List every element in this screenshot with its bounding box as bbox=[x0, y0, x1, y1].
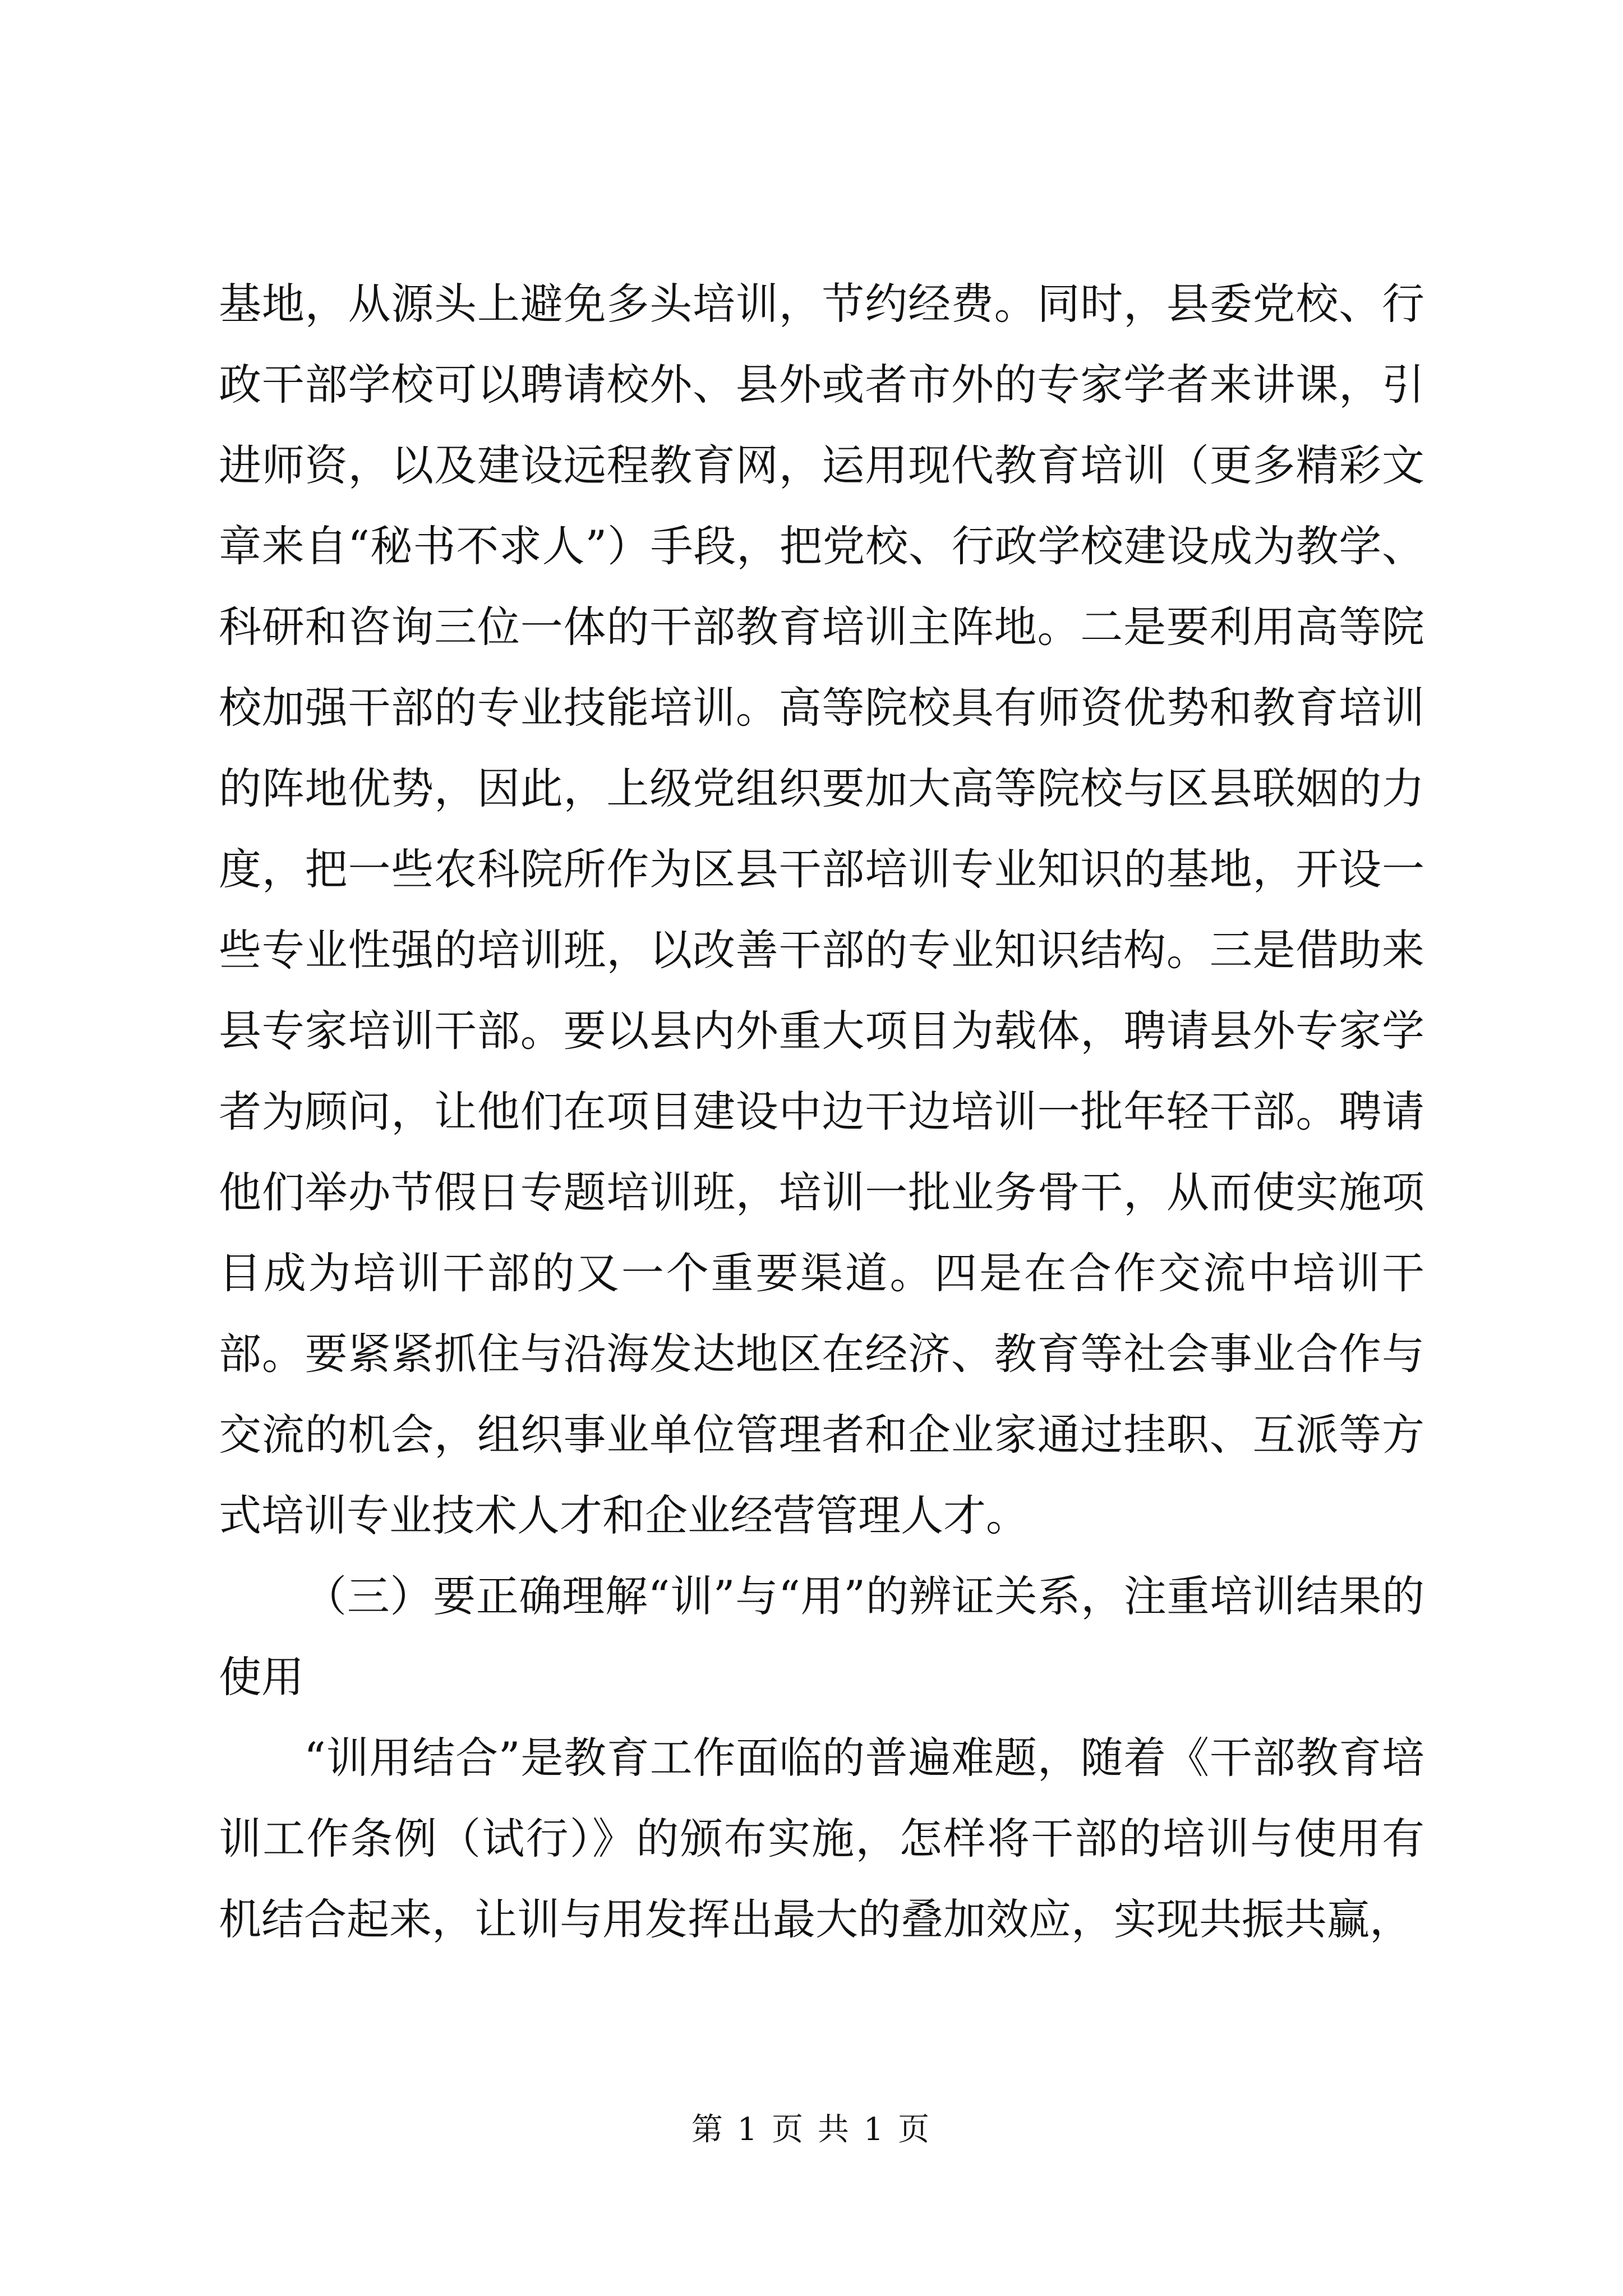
section-heading: （三）要正确理解“训”与“用”的辨证关系，注重培训结果的使用 bbox=[219, 1571, 1424, 1702]
page-footer: 第 1 页 共 1 页 bbox=[691, 2111, 932, 2148]
document-body bbox=[219, 264, 1424, 1960]
paragraph-1: 基地，从源头上避免多头培训，节约经费。同时，县委党校、行政干部学校可以聘请校外、县外或者市外的专家学者来讲课，引进师资，以及建设远程教育网，运用现代教育培训（更多精彩文章来自“秘书不求人”）手段，把党校、行政学校建设成为教学、科研和咨询三位一体的干部教育培训主阵地。二是要利用高等院校加强干部的专业技能培训。高等院校具有师资优势和教育培训的阵地优势，因此，上级党组织要加大高等院校与区县联姻的力度，把一些农科院所作为区县干部培训专业知识的基地，开设一些专业性强的培训班，以改善干部的专业知识结构。三是借助来县专家培训干部。要以县内外重大项目为载体，聘请县外专家学者为顾问，让他们在项目建设中边干边培训一批年轻干部。聘请他们举办节假日专题培训班，培训一批业务骨干，从而使实施项目成为培训干部的又一个重要渠道。四是在合作交流中培训干部。要紧紧抓住与沿海发达地区在经济、教育等社会事业合作与交流的机会，组织事业单位管理者和企业家通过挂职、互派等方式培训专业技术人才和企业经营管理人才。 bbox=[219, 279, 1424, 1540]
paragraph-3: “训用结合”是教育工作面临的普遍难题，随着《干部教育培训工作条例（试行）》的颁布实施，怎样将干部的培训与使用有机结合起来，让训与用发挥出最大的叠加效应，实现共振共赢， bbox=[219, 1733, 1424, 1944]
